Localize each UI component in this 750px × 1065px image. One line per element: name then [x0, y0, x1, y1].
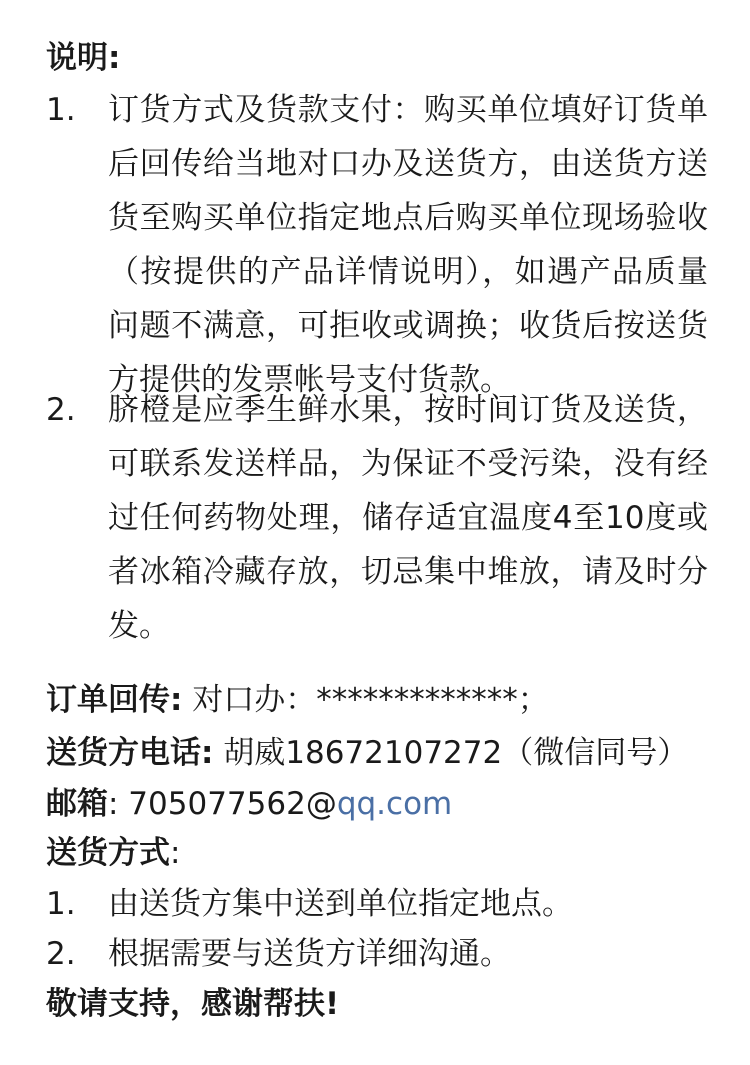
closing-text: 敬请支持，感谢帮扶! [46, 986, 340, 1022]
phone-line [46, 733, 688, 773]
notes-heading: 说明: [46, 40, 121, 76]
phone-label: 送货方电话: [46, 735, 214, 771]
delivery-heading: 送货方式 [46, 835, 170, 871]
notes-item-1-number: 1. [46, 92, 76, 128]
delivery-item-2-number: 2. [46, 936, 76, 972]
email-user: 705077562@ [118, 786, 337, 822]
delivery-heading-colon: : [170, 835, 181, 871]
delivery-item-1-text: 由送货方集中送到单位指定地点。 [108, 886, 573, 922]
order-return-label: 订单回传: [46, 682, 183, 718]
email-label: 邮箱 [46, 786, 108, 822]
notes-item-2-text: 脐橙是应季生鲜水果，按时间订货及送货，可联系发送样品，为保证不受污染，没有经过任何药物处理，储存适宜温度4至10度或者冰箱冷藏存放，切忌集中堆放，请及时分发。 [108, 392, 708, 644]
order-return-value: 对口办：*************； [192, 682, 549, 718]
delivery-item-1-number: 1. [46, 886, 76, 922]
email-colon: : [108, 786, 119, 822]
order-return-line [46, 680, 549, 720]
notes-item-1-text: 订货方式及货款支付：购买单位填好订货单后回传给当地对口办及送货方，由送货方送货至购买单位指定地点后购买单位现场验收（按提供的产品详情说明），如遇产品质量问题不满意，可拒收或调换；收货后按送货方提供的发票帐号支付货款。 [108, 92, 708, 398]
phone-value: 胡威18672107272（微信同号） [223, 735, 689, 771]
delivery-item-2-text: 根据需要与送货方详细沟通。 [108, 936, 511, 972]
delivery-heading-line [46, 833, 180, 873]
notes-item-2-number: 2. [46, 392, 76, 428]
email-line [46, 784, 452, 824]
email-domain-link[interactable]: qq.com [336, 786, 453, 822]
